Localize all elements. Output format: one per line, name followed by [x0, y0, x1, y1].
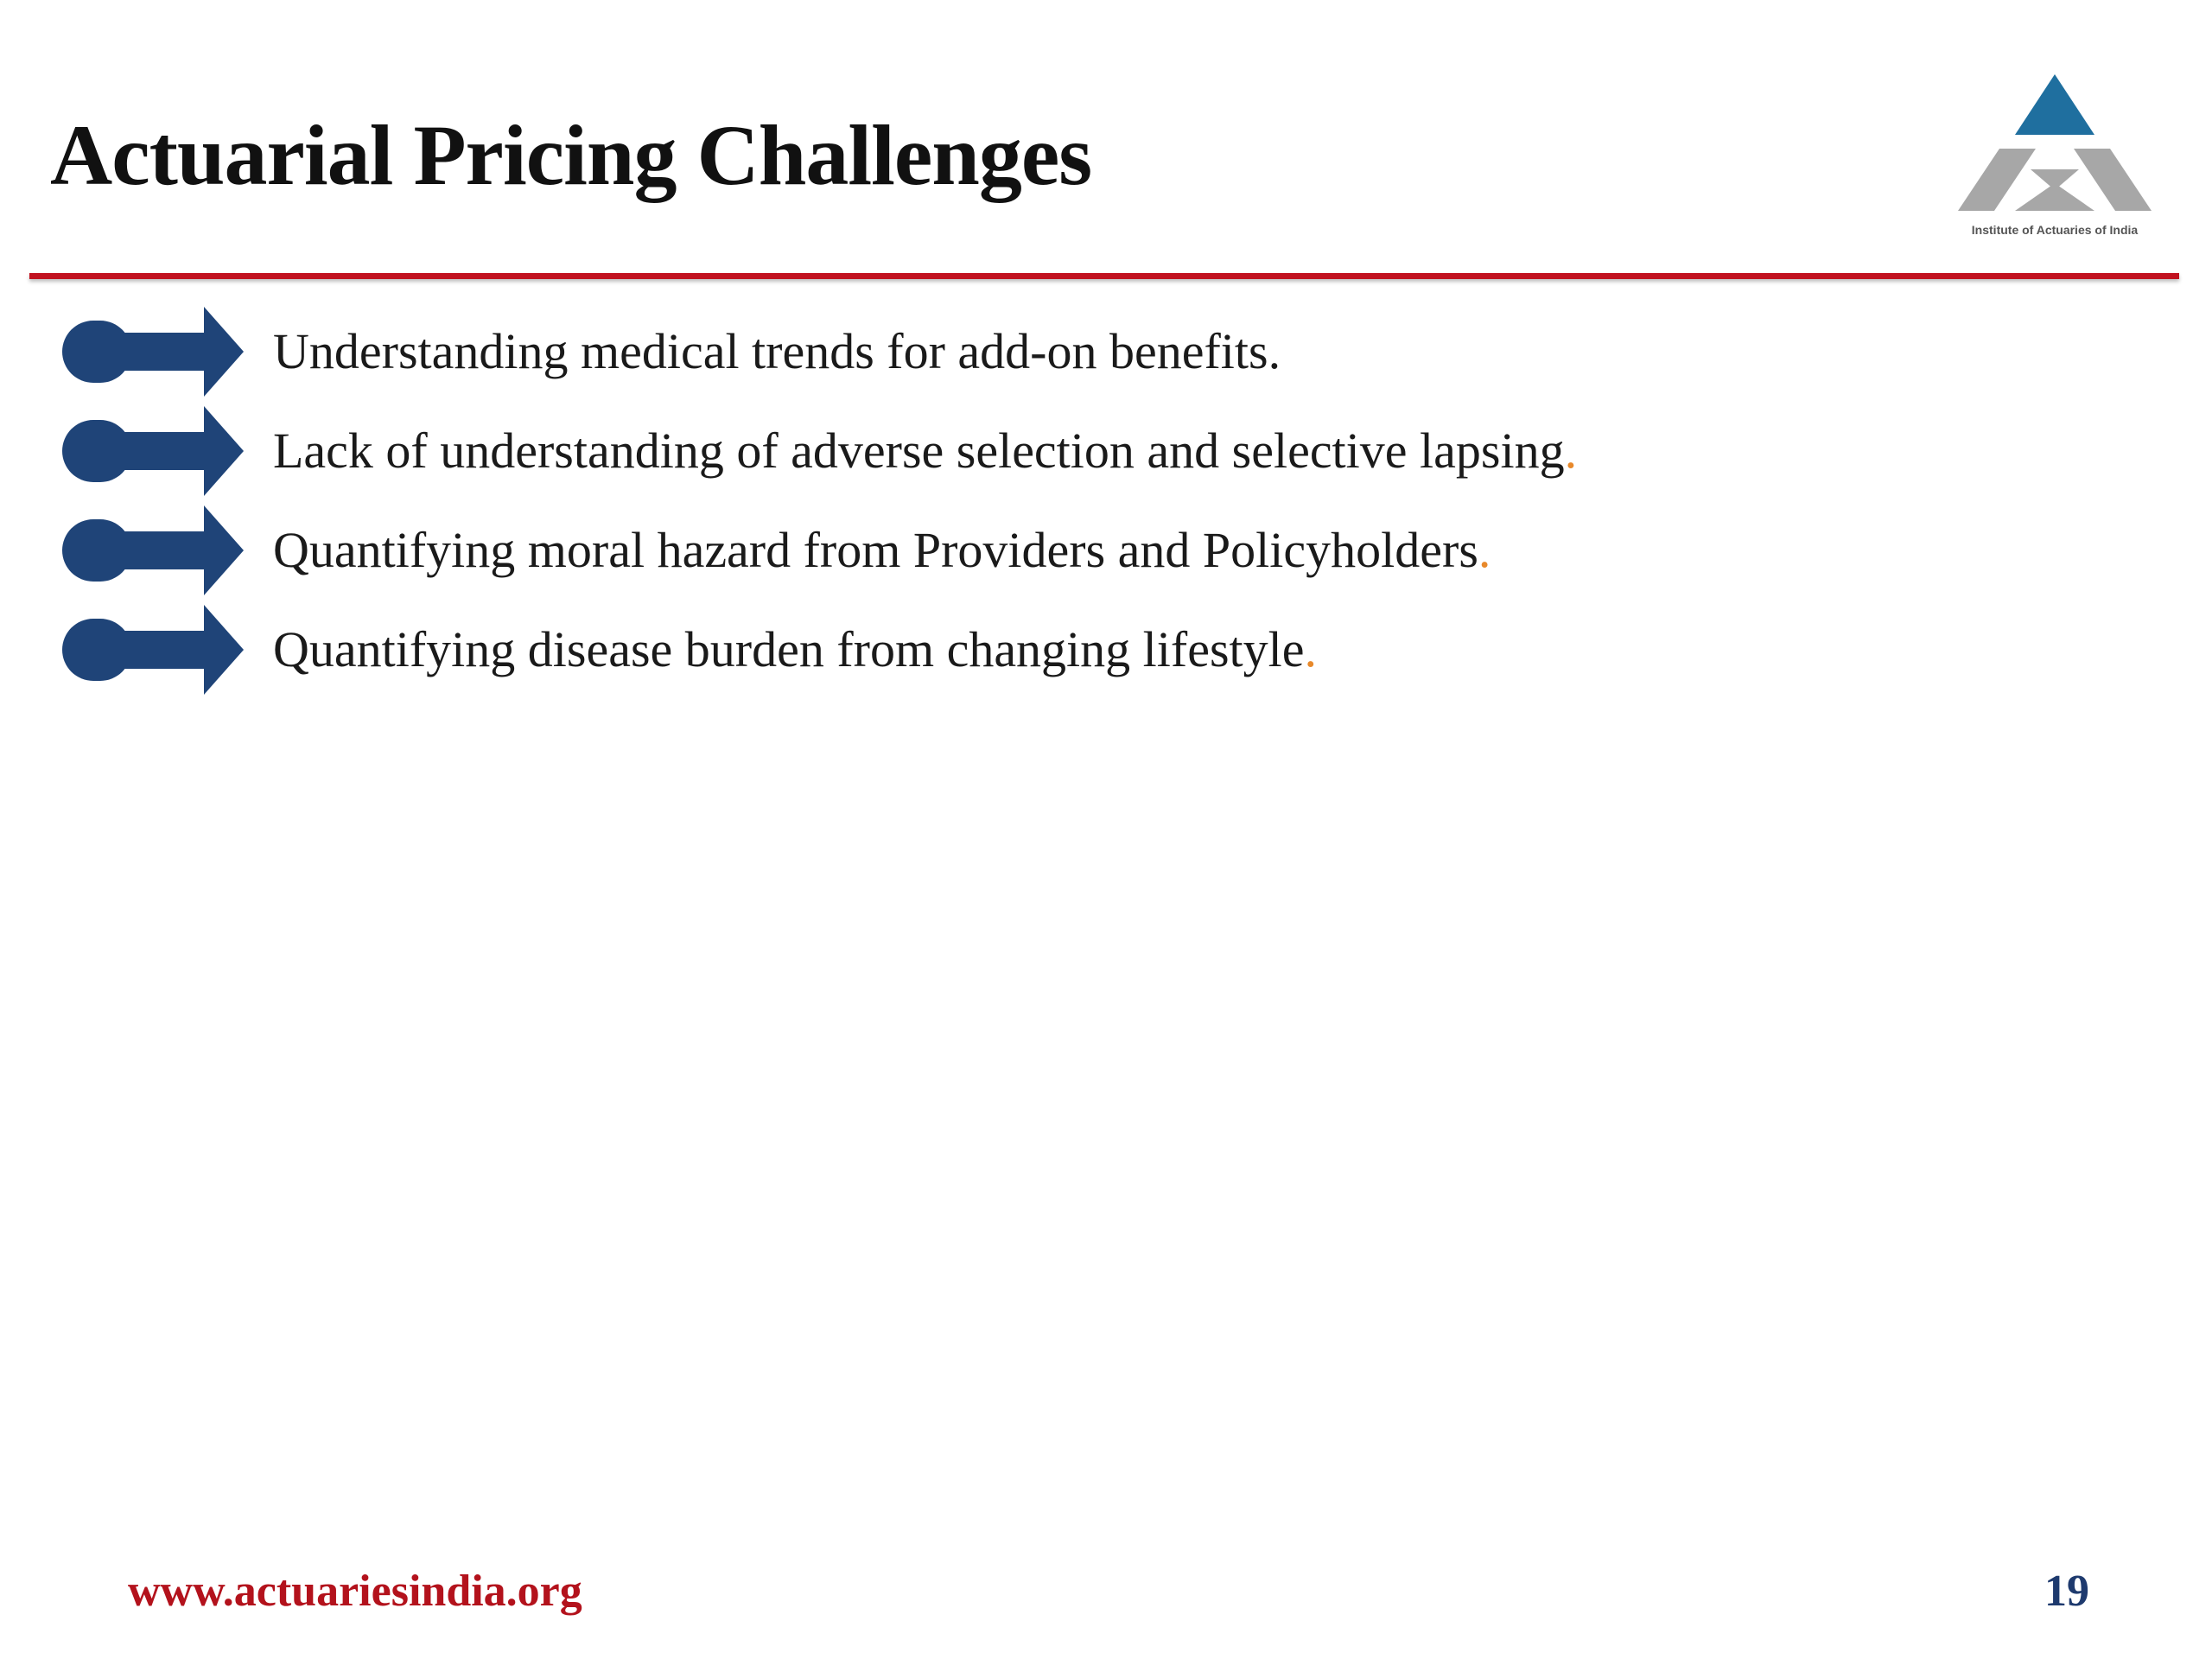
page-number: 19	[2044, 1567, 2089, 1616]
logo-caption: Institute of Actuaries of India	[1971, 223, 2139, 237]
bullet-text: Quantifying moral hazard from Providers and Policyholders	[273, 522, 1478, 578]
slide-title: Actuarial Pricing Challenges	[50, 107, 1092, 203]
institute-logo-mark	[1955, 73, 2155, 219]
bullet-arrow-icon	[62, 605, 249, 695]
bullet-arrow-icon	[62, 307, 249, 397]
institute-logo	[1955, 73, 2155, 245]
bullet-text: Understanding medical trends for add-on benefits.	[273, 323, 1281, 379]
bullet-text: Quantifying disease burden from changing lifestyle	[273, 621, 1305, 677]
bullet-arrow-icon	[62, 505, 249, 595]
bullet-text: Lack of understanding of adverse selection and selective lapsing	[273, 423, 1565, 479]
title-divider	[29, 273, 2179, 279]
footer-website-link[interactable]: www.actuariesindia.org	[128, 1567, 582, 1616]
bullet-trailing-dot: .	[1478, 522, 1491, 578]
bullet-trailing-dot: .	[1304, 621, 1318, 677]
bullet-arrow-icon	[62, 406, 249, 496]
bullet-trailing-dot: .	[1564, 423, 1578, 479]
